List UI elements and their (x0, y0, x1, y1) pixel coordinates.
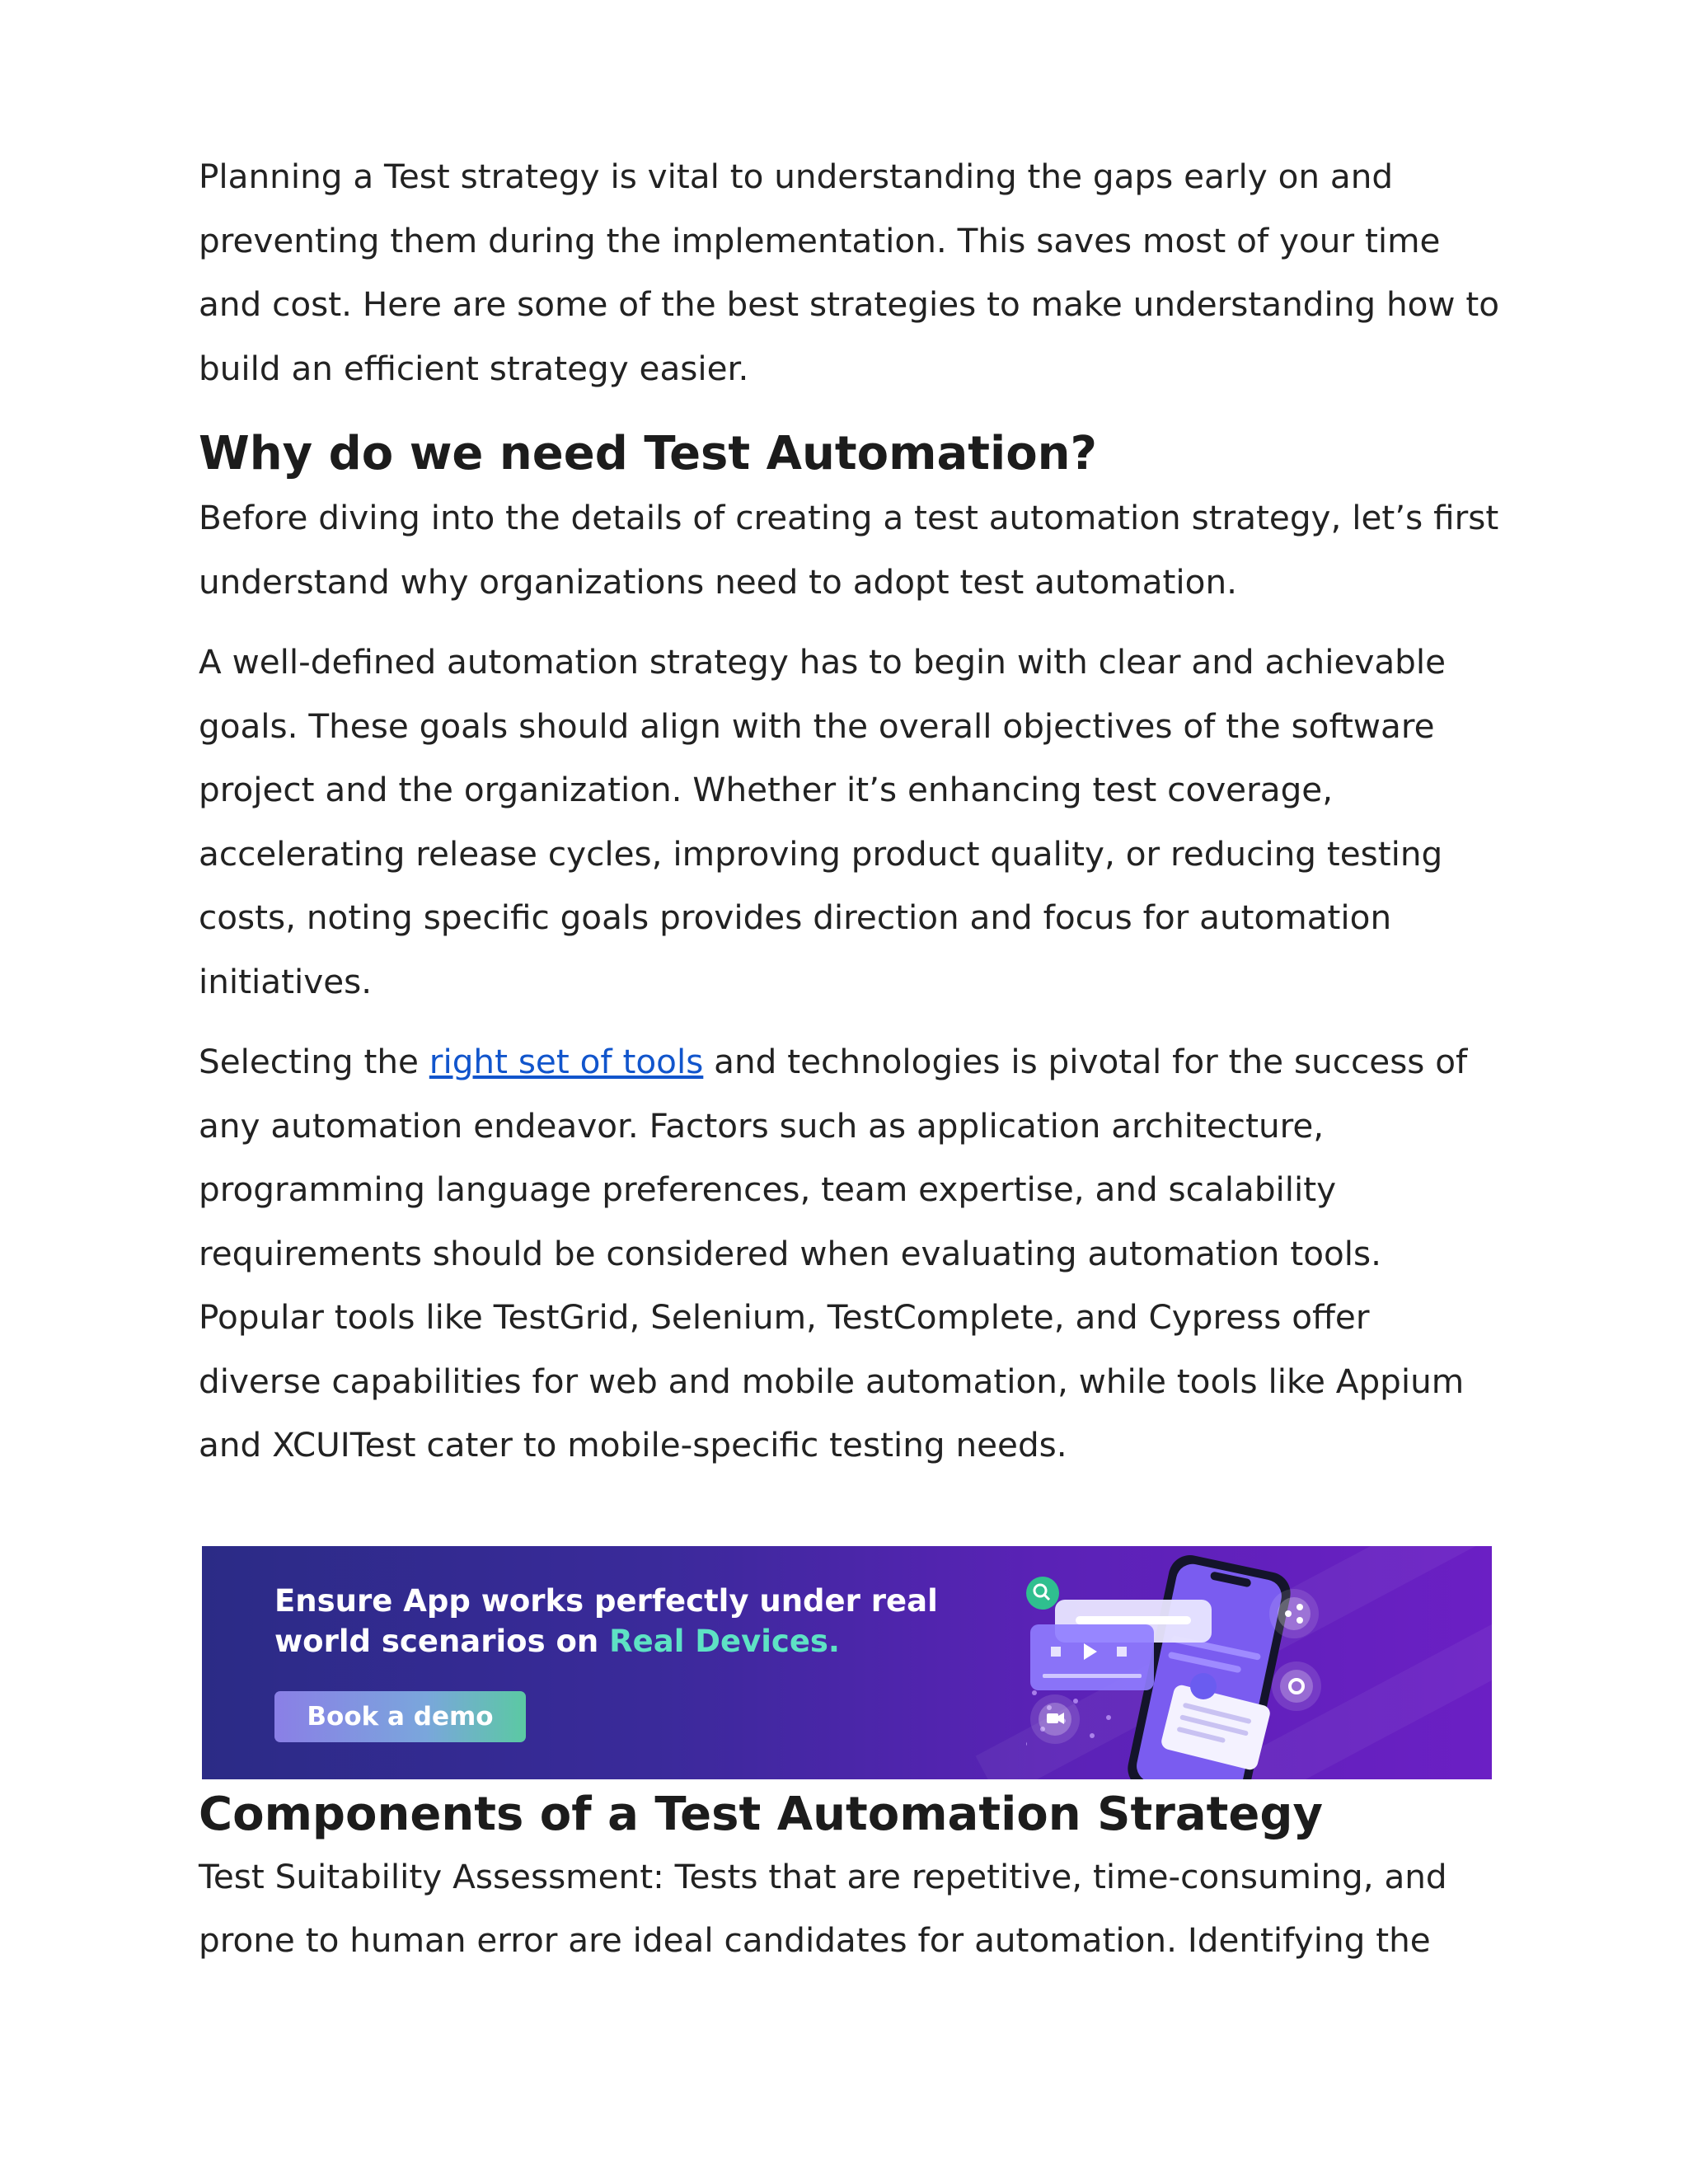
media-player-card (1030, 1624, 1154, 1690)
components-heading: Components of a Test Automation Strategy (199, 1787, 1323, 1841)
why-paragraph-1: Before diving into the details of creating a test automation strategy, let’s first understand why organizations need to adopt test automation. (199, 498, 1499, 602)
why-heading: Why do we need Test Automation? (199, 427, 1098, 480)
article-body (199, 145, 1501, 1973)
banner-headline (274, 1581, 938, 1661)
tools-paragraph-lead: Selecting the (199, 1042, 429, 1081)
banner-headline-accent: Real Devices. (609, 1623, 840, 1659)
search-icon (1026, 1577, 1059, 1610)
banner-headline-line-2 (274, 1621, 938, 1661)
book-demo-button[interactable]: Book a demo (274, 1691, 526, 1742)
intro-paragraph: Planning a Test strategy is vital to understanding the gaps early on and preventing them during the implementation. This saves most of your time and cost. Here are some of the best strategies to make understanding how to build an efficient strategy easier. (199, 157, 1500, 388)
banner-headline-prefix: world scenarios on (274, 1623, 610, 1659)
search-bar-line (1076, 1616, 1191, 1624)
video-icon (1030, 1694, 1080, 1744)
tools-paragraph-rest: and technologies is pivotal for the success of any automation endeavor. Factors such as application architecture, programming language preferences, team expertise, and scalability requirements should be considered when evaluating automation tools. Popular tools like TestGrid, Selenium, TestComplete, and Cypress offer diverse capabilities for web and mobile automation, while tools like Appium and XCUITest cater to mobile-specific testing needs. (199, 1042, 1468, 1465)
tools-paragraph (199, 1030, 1501, 1478)
right-set-of-tools-link[interactable]: right set of tools (429, 1042, 704, 1081)
share-icon (1269, 1589, 1319, 1638)
phone-illustration (1026, 1546, 1492, 1779)
goals-paragraph: A well-defined automation strategy has to begin with clear and achievable goals. These goals should align with the overall objectives of the software project and the organization. Whether it’s enhancing test coverage, accelerating release cycles, improving product quality, or reducing testing costs, noting specific goals provides direction and focus for automation initiatives. (199, 642, 1447, 1001)
components-paragraph-1: Test Suitability Assessment: Tests that are repetitive, time-consuming, and prone to human error are ideal candidates for automation. Identifying the (199, 1856, 1447, 1960)
book-demo-banner[interactable] (202, 1546, 1492, 1779)
banner-headline-line-1: Ensure App works perfectly under real (274, 1582, 938, 1619)
settings-icon (1272, 1661, 1321, 1711)
